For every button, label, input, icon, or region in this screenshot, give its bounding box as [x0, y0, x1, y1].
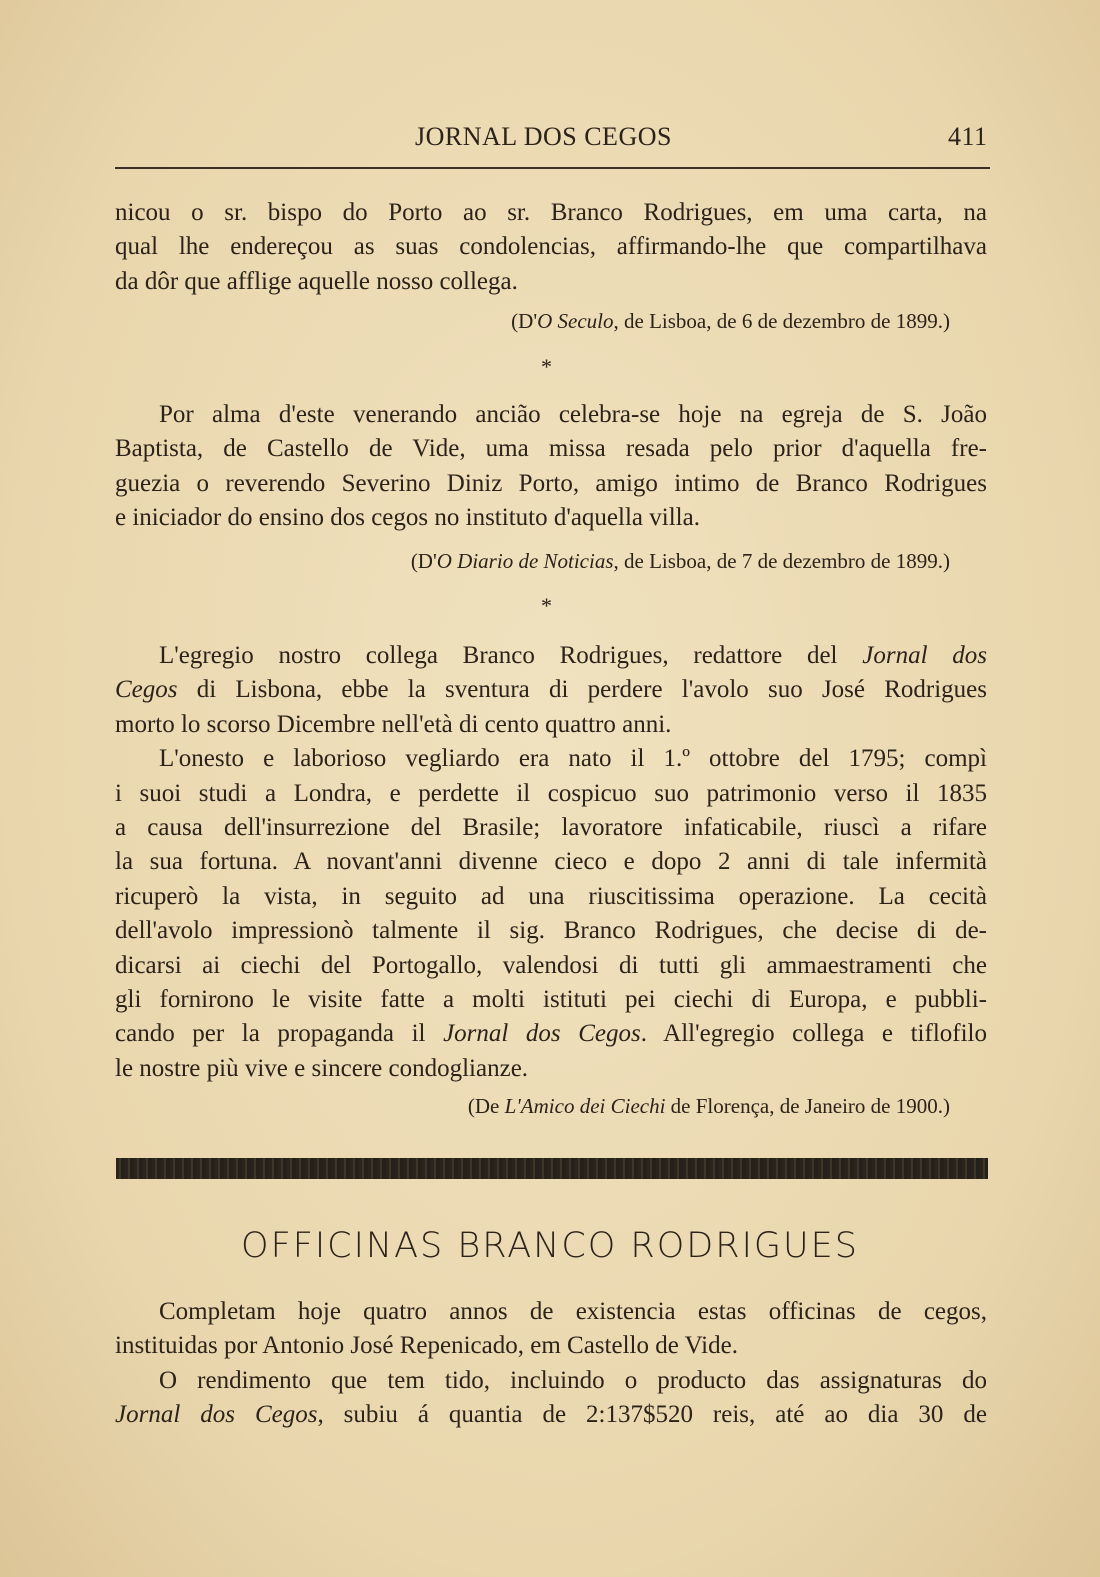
paragraph-portuguese-1: [115, 196, 987, 299]
text-run: dell'avolo impressionò talmente il sig. Branco Rodrigues, che decise di de-: [115, 917, 987, 945]
section-divider-bar: [116, 1158, 988, 1179]
text-line: [115, 673, 987, 707]
text-run: i suoi studi a Londra, e perdette il cospicuo suo patrimonio verso il 1835: [115, 779, 987, 807]
separator-asterisk: *: [541, 354, 552, 379]
text-line: [115, 949, 987, 983]
page-number: 411: [948, 122, 988, 151]
text-line: [115, 1017, 987, 1051]
text-run: , de Lisboa, de 6 de dezembro de 1899.): [613, 309, 950, 333]
text-run: le nostre più vive e sincere condoglianze.: [115, 1054, 529, 1082]
italic-title: O Seculo: [537, 309, 614, 333]
text-line: [115, 1398, 987, 1432]
text-run: , de Lisboa, de 7 de dezembro de 1899.): [613, 549, 950, 573]
header-rule: [115, 167, 990, 169]
text-line: [115, 708, 987, 742]
text-run: qual lhe endereçou as suas condolencias, affirmando-lhe que compartilhava: [115, 233, 987, 261]
separator-asterisk: *: [541, 593, 552, 618]
text-run: (D': [511, 309, 538, 333]
text-run: instituidas por Antonio José Repenicado, em Castello de Vide.: [115, 1332, 738, 1360]
text-run: ricuperò la vista, in seguito ad una riuscitissima operazione. La cecità: [115, 882, 987, 910]
text-line: [115, 983, 987, 1017]
paragraph-italian: [115, 639, 987, 1086]
citation-amico-dei-ciechi: [468, 1094, 950, 1119]
text-run: (D': [410, 549, 437, 573]
text-run: . All'egregio collega e tiflofilo: [640, 1020, 987, 1048]
text-line: [115, 265, 987, 299]
text-line: [115, 432, 987, 466]
text-run: Por alma d'este venerando ancião celebra-se hoje na egreja de S. João: [159, 401, 987, 428]
running-header-title: JORNAL DOS CEGOS: [415, 122, 672, 151]
text-line: [115, 914, 987, 948]
text-run: da dôr que afflige aquelle nosso collega.: [115, 267, 518, 295]
text-run: a causa dell'insurrezione del Brasile; lavoratore infaticabile, riuscì a rifare: [115, 813, 987, 841]
text-run: nicou o sr. bispo do Porto ao sr. Branco Rodrigues, em uma carta, na: [115, 199, 987, 226]
text-run: Baptista, de Castello de Vide, uma missa resada pelo prior d'aquella fre-: [115, 435, 987, 463]
text-line: [115, 196, 987, 230]
text-line: [115, 880, 987, 914]
text-run: dicarsi ai ciechi del Portogallo, valendosi di tutti gli ammaestramenti che: [115, 951, 987, 979]
italic-title: Jornal dos Cegos: [115, 1401, 318, 1429]
text-line: [115, 639, 987, 673]
text-line: [115, 501, 987, 535]
text-line: [115, 1295, 987, 1329]
text-run: gli fornirono le visite fatte a molti istituti pei ciechi di Europa, e pubbli-: [115, 985, 987, 1013]
italic-title: Jornal dos: [862, 642, 987, 669]
text-line: [115, 398, 987, 432]
text-line: [115, 467, 987, 501]
text-run: de Florença, de Janeiro de 1900.): [665, 1094, 950, 1118]
text-run: di Lisbona, ebbe la sventura di perdere l'avolo suo José Rodrigues: [177, 676, 987, 704]
paragraph-portuguese-2: [115, 398, 987, 536]
text-line: [115, 777, 987, 811]
citation-diario-de-noticias: [411, 549, 950, 574]
text-run: e iniciador do ensino dos cegos no instituto d'aquella villa.: [115, 504, 700, 532]
italic-title: L'Amico dei Ciechi: [504, 1094, 666, 1118]
text-line: [115, 230, 987, 264]
section-title: OFFICINAS BRANCO RODRIGUES: [241, 1226, 859, 1266]
text-run: morto lo scorso Dicembre nell'età di cento quattro anni.: [115, 710, 672, 738]
text-run: L'egregio nostro collega Branco Rodrigues, redattore del: [159, 642, 863, 669]
text-line: [115, 742, 987, 776]
italic-title: Jornal dos Cegos: [443, 1020, 641, 1048]
text-run: la sua fortuna. A novant'anni divenne cieco e dopo 2 anni di tale infermità: [115, 848, 987, 876]
text-run: , subiu á quantia de 2:137$520 reis, até ao dia 30 de: [317, 1401, 988, 1429]
text-run: cando per la propaganda il: [115, 1020, 444, 1048]
text-run: Completam hoje quatro annos de existencia estas officinas de cegos,: [159, 1298, 987, 1325]
text-line: [115, 845, 987, 879]
text-line: [115, 811, 987, 845]
paragraph-officinas: [115, 1295, 987, 1433]
citation-o-seculo: [511, 309, 950, 334]
text-line: [115, 1052, 987, 1086]
text-run: L'onesto e laborioso vegliardo era nato il 1.º ottobre del 1795; compì: [159, 745, 987, 773]
text-run: guezia o reverendo Severino Diniz Porto, amigo intimo de Branco Rodrigues: [115, 469, 987, 497]
italic-title: Cegos: [115, 676, 178, 704]
text-line: [115, 1364, 987, 1398]
text-run: (De: [467, 1094, 505, 1118]
text-line: [115, 1329, 987, 1363]
italic-title: O Diario de Noticias: [436, 549, 614, 573]
text-run: O rendimento que tem tido, incluindo o producto das assignaturas do: [159, 1366, 987, 1394]
